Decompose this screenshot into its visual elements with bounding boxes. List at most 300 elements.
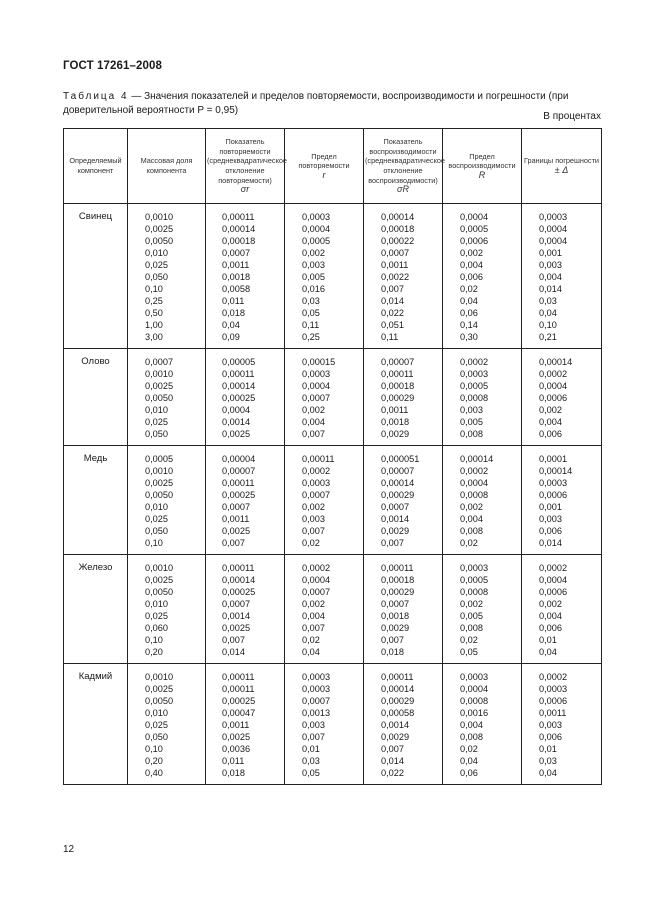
R-value: 0,0003 (460, 369, 489, 379)
delta-value: 0,003 (539, 720, 562, 730)
R-value: 0,0002 (460, 466, 489, 476)
sr-value: 0,00025 (222, 587, 256, 597)
sr-value: 0,00011 (222, 684, 255, 694)
R-cell (443, 204, 522, 349)
mass-value: 0,25 (145, 296, 163, 306)
R-value: 0,0004 (460, 212, 489, 222)
sR-value: 0,0007 (381, 502, 410, 512)
sr-value: 0,00014 (222, 381, 256, 391)
mass-cell (128, 446, 206, 555)
R-value: 0,0004 (460, 478, 489, 488)
R-value: 0,06 (460, 768, 478, 778)
R-value: 0,002 (460, 599, 483, 609)
R-value: 0,004 (460, 260, 483, 270)
delta-value: 0,01 (539, 744, 557, 754)
mass-value: 0,0010 (145, 212, 174, 222)
delta-value: 0,21 (539, 332, 557, 342)
header-sR-symbol: σR (397, 184, 409, 195)
sr-cell (206, 349, 285, 446)
sr-value: 0,00025 (222, 490, 256, 500)
r-value: 0,007 (302, 526, 325, 536)
R-value: 0,005 (460, 611, 483, 621)
sr-value: 0,018 (222, 768, 245, 778)
mass-value: 0,20 (145, 647, 163, 657)
delta-value: 0,0004 (539, 381, 568, 391)
r-value: 0,004 (302, 417, 325, 427)
mass-value: 0,0025 (145, 381, 174, 391)
sR-value: 0,00018 (381, 224, 415, 234)
R-value: 0,003 (460, 405, 483, 415)
R-value: 0,0003 (460, 672, 489, 682)
r-value: 0,01 (302, 744, 320, 754)
r-cell (285, 446, 364, 555)
R-value: 0,06 (460, 308, 478, 318)
R-value: 0,004 (460, 720, 483, 730)
sr-value: 0,0036 (222, 744, 251, 754)
header-element: Определяемый компонент (64, 129, 128, 204)
R-cell (443, 349, 522, 446)
sr-value: 0,0011 (222, 260, 250, 270)
sR-value: 0,007 (381, 635, 404, 645)
r-value: 0,0004 (302, 575, 331, 585)
mass-value: 0,0010 (145, 369, 174, 379)
delta-value: 0,0004 (539, 224, 568, 234)
r-value: 0,00015 (302, 357, 336, 367)
sR-value: 0,000051 (381, 454, 420, 464)
sr-value: 0,011 (222, 756, 245, 766)
sr-value: 0,00014 (222, 224, 256, 234)
r-value: 0,0003 (302, 212, 331, 222)
sr-value: 0,0025 (222, 623, 251, 633)
data-table (63, 128, 602, 785)
R-value: 0,008 (460, 429, 483, 439)
table-caption-label: Таблица 4 (63, 91, 129, 102)
mass-value: 0,0010 (145, 563, 174, 573)
sr-value: 0,00011 (222, 563, 255, 573)
mass-value: 0,010 (145, 405, 168, 415)
R-value: 0,0005 (460, 224, 489, 234)
mass-value: 0,0010 (145, 466, 174, 476)
R-value: 0,0008 (460, 490, 489, 500)
delta-value: 0,0003 (539, 684, 568, 694)
mass-value: 0,010 (145, 708, 168, 718)
r-value: 0,007 (302, 429, 325, 439)
sr-value: 0,011 (222, 296, 245, 306)
table-caption (63, 90, 603, 118)
sr-value: 0,0018 (222, 272, 251, 282)
delta-cell (522, 446, 602, 555)
element-cell: Медь (64, 446, 128, 555)
sr-cell (206, 204, 285, 349)
r-cell (285, 204, 364, 349)
delta-value: 0,04 (539, 308, 557, 318)
R-value: 0,002 (460, 502, 483, 512)
r-value: 0,0013 (302, 708, 331, 718)
R-value: 0,008 (460, 623, 483, 633)
table-header-row (64, 129, 602, 204)
delta-value: 0,0006 (539, 587, 568, 597)
mass-value: 0,50 (145, 308, 163, 318)
sr-value: 0,007 (222, 635, 245, 645)
sR-value: 0,00018 (381, 381, 415, 391)
R-value: 0,04 (460, 296, 478, 306)
table-row (64, 204, 602, 349)
page-number: 12 (63, 844, 75, 855)
sR-value: 0,022 (381, 308, 404, 318)
mass-value: 0,0007 (145, 357, 174, 367)
sR-value: 0,007 (381, 538, 404, 548)
r-value: 0,0003 (302, 684, 331, 694)
R-value: 0,02 (460, 635, 478, 645)
header-R-symbol: R (478, 169, 486, 180)
element-cell: Олово (64, 349, 128, 446)
sr-value: 0,0014 (222, 611, 251, 621)
R-value: 0,0005 (460, 575, 489, 585)
r-value: 0,05 (302, 308, 320, 318)
sR-value: 0,00029 (381, 587, 415, 597)
header-r-symbol: r (322, 169, 326, 180)
delta-value: 0,014 (539, 538, 562, 548)
sR-value: 0,00029 (381, 696, 415, 706)
r-value: 0,25 (302, 332, 320, 342)
table-caption-text: — Значения показателей и пределов повторяемости, воспроизводимости и погрешности (при доверительной вероятности P = 0,95) (63, 91, 569, 116)
sr-value: 0,0025 (222, 429, 251, 439)
R-value: 0,0008 (460, 587, 489, 597)
mass-cell (128, 664, 206, 785)
mass-value: 0,10 (145, 284, 163, 294)
r-value: 0,02 (302, 538, 320, 548)
r-value: 0,003 (302, 514, 325, 524)
R-value: 0,14 (460, 320, 478, 330)
sR-value: 0,0007 (381, 599, 410, 609)
sR-value: 0,11 (381, 332, 399, 342)
r-value: 0,0003 (302, 369, 331, 379)
mass-value: 0,050 (145, 272, 168, 282)
delta-value: 0,10 (539, 320, 557, 330)
r-value: 0,005 (302, 272, 325, 282)
mass-value: 0,20 (145, 756, 163, 766)
sr-value: 0,00011 (222, 672, 255, 682)
sR-value: 0,00014 (381, 684, 415, 694)
mass-value: 0,025 (145, 720, 168, 730)
R-value: 0,006 (460, 272, 483, 282)
R-value: 0,008 (460, 526, 483, 536)
sr-value: 0,0011 (222, 720, 250, 730)
mass-value: 0,0025 (145, 478, 174, 488)
mass-value: 0,060 (145, 623, 168, 633)
R-value: 0,0008 (460, 696, 489, 706)
R-cell (443, 664, 522, 785)
mass-value: 0,050 (145, 732, 168, 742)
delta-value: 0,0002 (539, 672, 568, 682)
delta-value: 0,0002 (539, 563, 568, 573)
mass-cell (128, 204, 206, 349)
sr-value: 0,014 (222, 647, 245, 657)
mass-value: 0,0025 (145, 575, 174, 585)
sr-value: 0,00025 (222, 393, 256, 403)
element-cell: Железо (64, 555, 128, 664)
sr-value: 0,0007 (222, 248, 251, 258)
sR-value: 0,018 (381, 647, 404, 657)
delta-value: 0,004 (539, 272, 562, 282)
r-value: 0,05 (302, 768, 320, 778)
mass-value: 0,0050 (145, 490, 174, 500)
R-value: 0,04 (460, 756, 478, 766)
sR-value: 0,00022 (381, 236, 415, 246)
r-value: 0,0002 (302, 563, 331, 573)
sR-value: 0,00058 (381, 708, 415, 718)
R-value: 0,02 (460, 284, 478, 294)
mass-value: 0,0050 (145, 696, 174, 706)
delta-value: 0,006 (539, 732, 562, 742)
header-mass: Массовая доля компонента (128, 129, 206, 204)
table-row (64, 555, 602, 664)
mass-value: 0,0025 (145, 224, 174, 234)
sR-cell (364, 204, 443, 349)
R-value: 0,02 (460, 744, 478, 754)
table-row (64, 664, 602, 785)
sR-cell (364, 446, 443, 555)
mass-value: 0,10 (145, 538, 163, 548)
r-value: 0,002 (302, 599, 325, 609)
header-delta-symbol: ± Δ (554, 165, 569, 175)
R-value: 0,0008 (460, 393, 489, 403)
sr-cell (206, 446, 285, 555)
sr-value: 0,00011 (222, 478, 255, 488)
R-value: 0,05 (460, 647, 478, 657)
delta-cell (522, 349, 602, 446)
mass-value: 0,0005 (145, 454, 174, 464)
sR-value: 0,00007 (381, 357, 415, 367)
sR-value: 0,0029 (381, 429, 410, 439)
sR-value: 0,007 (381, 284, 404, 294)
r-value: 0,003 (302, 260, 325, 270)
mass-value: 0,0050 (145, 236, 174, 246)
element-cell: Свинец (64, 204, 128, 349)
r-value: 0,002 (302, 248, 325, 258)
delta-value: 0,03 (539, 756, 557, 766)
sr-value: 0,00025 (222, 696, 256, 706)
delta-value: 0,0006 (539, 490, 568, 500)
r-value: 0,0007 (302, 587, 331, 597)
delta-value: 0,006 (539, 623, 562, 633)
element-cell: Кадмий (64, 664, 128, 785)
mass-value: 0,025 (145, 514, 168, 524)
r-value: 0,11 (302, 320, 320, 330)
R-value: 0,0006 (460, 236, 489, 246)
sr-value: 0,00018 (222, 236, 256, 246)
mass-cell (128, 349, 206, 446)
delta-value: 0,03 (539, 296, 557, 306)
sr-value: 0,0058 (222, 284, 251, 294)
mass-value: 0,050 (145, 526, 168, 536)
r-value: 0,0003 (302, 478, 331, 488)
delta-cell (522, 204, 602, 349)
r-value: 0,0002 (302, 466, 331, 476)
delta-value: 0,01 (539, 635, 557, 645)
sr-value: 0,00005 (222, 357, 256, 367)
r-value: 0,0005 (302, 236, 331, 246)
r-cell (285, 555, 364, 664)
mass-value: 0,0050 (145, 587, 174, 597)
sR-cell (364, 555, 443, 664)
sR-value: 0,0014 (381, 514, 410, 524)
sR-value: 0,0029 (381, 623, 410, 633)
r-value: 0,0007 (302, 393, 331, 403)
delta-cell (522, 555, 602, 664)
R-value: 0,004 (460, 514, 483, 524)
R-value: 0,0004 (460, 684, 489, 694)
r-value: 0,04 (302, 647, 320, 657)
sr-value: 0,0014 (222, 417, 251, 427)
r-value: 0,007 (302, 732, 325, 742)
delta-value: 0,003 (539, 260, 562, 270)
delta-value: 0,001 (539, 502, 562, 512)
r-value: 0,0004 (302, 381, 331, 391)
R-cell (443, 555, 522, 664)
sR-value: 0,0018 (381, 417, 410, 427)
delta-cell (522, 664, 602, 785)
r-value: 0,003 (302, 720, 325, 730)
R-value: 0,0002 (460, 357, 489, 367)
header-sr: Показатель повторяемости (среднеквадратическое отклонение повторяемости) σr (206, 129, 285, 204)
mass-value: 0,0010 (145, 672, 174, 682)
header-delta: Границы погрешности ± Δ (522, 129, 602, 204)
R-value: 0,02 (460, 538, 478, 548)
sr-value: 0,00007 (222, 466, 256, 476)
sR-value: 0,00011 (381, 563, 414, 573)
delta-value: 0,001 (539, 248, 562, 258)
r-value: 0,007 (302, 623, 325, 633)
delta-value: 0,00014 (539, 466, 573, 476)
delta-value: 0,0006 (539, 393, 568, 403)
mass-value: 1,00 (145, 320, 163, 330)
sR-value: 0,00007 (381, 466, 415, 476)
delta-value: 0,014 (539, 284, 562, 294)
delta-value: 0,006 (539, 429, 562, 439)
delta-value: 0,0003 (539, 212, 568, 222)
mass-value: 0,010 (145, 502, 168, 512)
sr-value: 0,0025 (222, 526, 251, 536)
delta-value: 0,002 (539, 405, 562, 415)
sR-value: 0,0018 (381, 611, 410, 621)
r-value: 0,0003 (302, 672, 331, 682)
table-row (64, 349, 602, 446)
header-sR: Показатель воспроизводимости (среднеквадратическое отклонение воспроизводимости) σR (364, 129, 443, 204)
sR-value: 0,0007 (381, 248, 410, 258)
header-sr-symbol: σr (240, 184, 250, 195)
mass-value: 0,010 (145, 248, 168, 258)
mass-value: 0,025 (145, 611, 168, 621)
sr-cell (206, 555, 285, 664)
R-value: 0,002 (460, 248, 483, 258)
sR-value: 0,0022 (381, 272, 410, 282)
r-value: 0,03 (302, 296, 320, 306)
delta-value: 0,0006 (539, 696, 568, 706)
sR-value: 0,0029 (381, 526, 410, 536)
sR-value: 0,051 (381, 320, 404, 330)
header-r: Предел повторяемости r (285, 129, 364, 204)
delta-value: 0,04 (539, 647, 557, 657)
sR-value: 0,0011 (381, 405, 409, 415)
mass-value: 0,010 (145, 599, 168, 609)
sR-value: 0,00018 (381, 575, 415, 585)
R-value: 0,005 (460, 417, 483, 427)
R-cell (443, 446, 522, 555)
r-value: 0,0007 (302, 490, 331, 500)
delta-value: 0,0003 (539, 478, 568, 488)
delta-value: 0,006 (539, 526, 562, 536)
sr-value: 0,00047 (222, 708, 256, 718)
R-value: 0,0003 (460, 563, 489, 573)
mass-value: 3,00 (145, 332, 163, 342)
r-value: 0,02 (302, 635, 320, 645)
sR-value: 0,00029 (381, 490, 415, 500)
delta-value: 0,003 (539, 514, 562, 524)
sR-value: 0,007 (381, 744, 404, 754)
sR-value: 0,014 (381, 296, 404, 306)
sR-value: 0,00029 (381, 393, 415, 403)
delta-value: 0,0004 (539, 575, 568, 585)
sR-cell (364, 664, 443, 785)
sr-value: 0,09 (222, 332, 240, 342)
sr-value: 0,0011 (222, 514, 250, 524)
r-value: 0,002 (302, 502, 325, 512)
delta-value: 0,0004 (539, 236, 568, 246)
sr-value: 0,018 (222, 308, 245, 318)
document-title: ГОСТ 17261–2008 (63, 60, 163, 72)
sr-value: 0,0004 (222, 405, 251, 415)
delta-value: 0,04 (539, 768, 557, 778)
mass-value: 0,050 (145, 429, 168, 439)
sR-value: 0,0014 (381, 720, 410, 730)
sr-value: 0,0007 (222, 599, 251, 609)
R-value: 0,30 (460, 332, 478, 342)
sr-value: 0,0025 (222, 732, 251, 742)
table-row (64, 446, 602, 555)
mass-value: 0,40 (145, 768, 163, 778)
r-value: 0,004 (302, 611, 325, 621)
sR-value: 0,0029 (381, 732, 410, 742)
r-cell (285, 664, 364, 785)
header-R: Предел воспроизводимости R (443, 129, 522, 204)
sR-value: 0,00014 (381, 212, 415, 222)
mass-cell (128, 555, 206, 664)
r-value: 0,0004 (302, 224, 331, 234)
mass-value: 0,025 (145, 417, 168, 427)
sr-value: 0,00011 (222, 369, 255, 379)
sR-value: 0,00011 (381, 369, 414, 379)
sR-value: 0,00011 (381, 672, 414, 682)
sR-value: 0,022 (381, 768, 404, 778)
sr-value: 0,00011 (222, 212, 255, 222)
delta-value: 0,004 (539, 417, 562, 427)
delta-value: 0,0002 (539, 369, 568, 379)
r-cell (285, 349, 364, 446)
sR-value: 0,00014 (381, 478, 415, 488)
R-value: 0,00014 (460, 454, 494, 464)
sr-value: 0,04 (222, 320, 240, 330)
mass-value: 0,025 (145, 260, 168, 270)
delta-value: 0,002 (539, 599, 562, 609)
sR-value: 0,0011 (381, 260, 409, 270)
delta-value: 0,0001 (539, 454, 568, 464)
delta-value: 0,0011 (539, 708, 567, 718)
mass-value: 0,0025 (145, 684, 174, 694)
R-value: 0,0005 (460, 381, 489, 391)
sr-value: 0,00014 (222, 575, 256, 585)
sR-value: 0,014 (381, 756, 404, 766)
